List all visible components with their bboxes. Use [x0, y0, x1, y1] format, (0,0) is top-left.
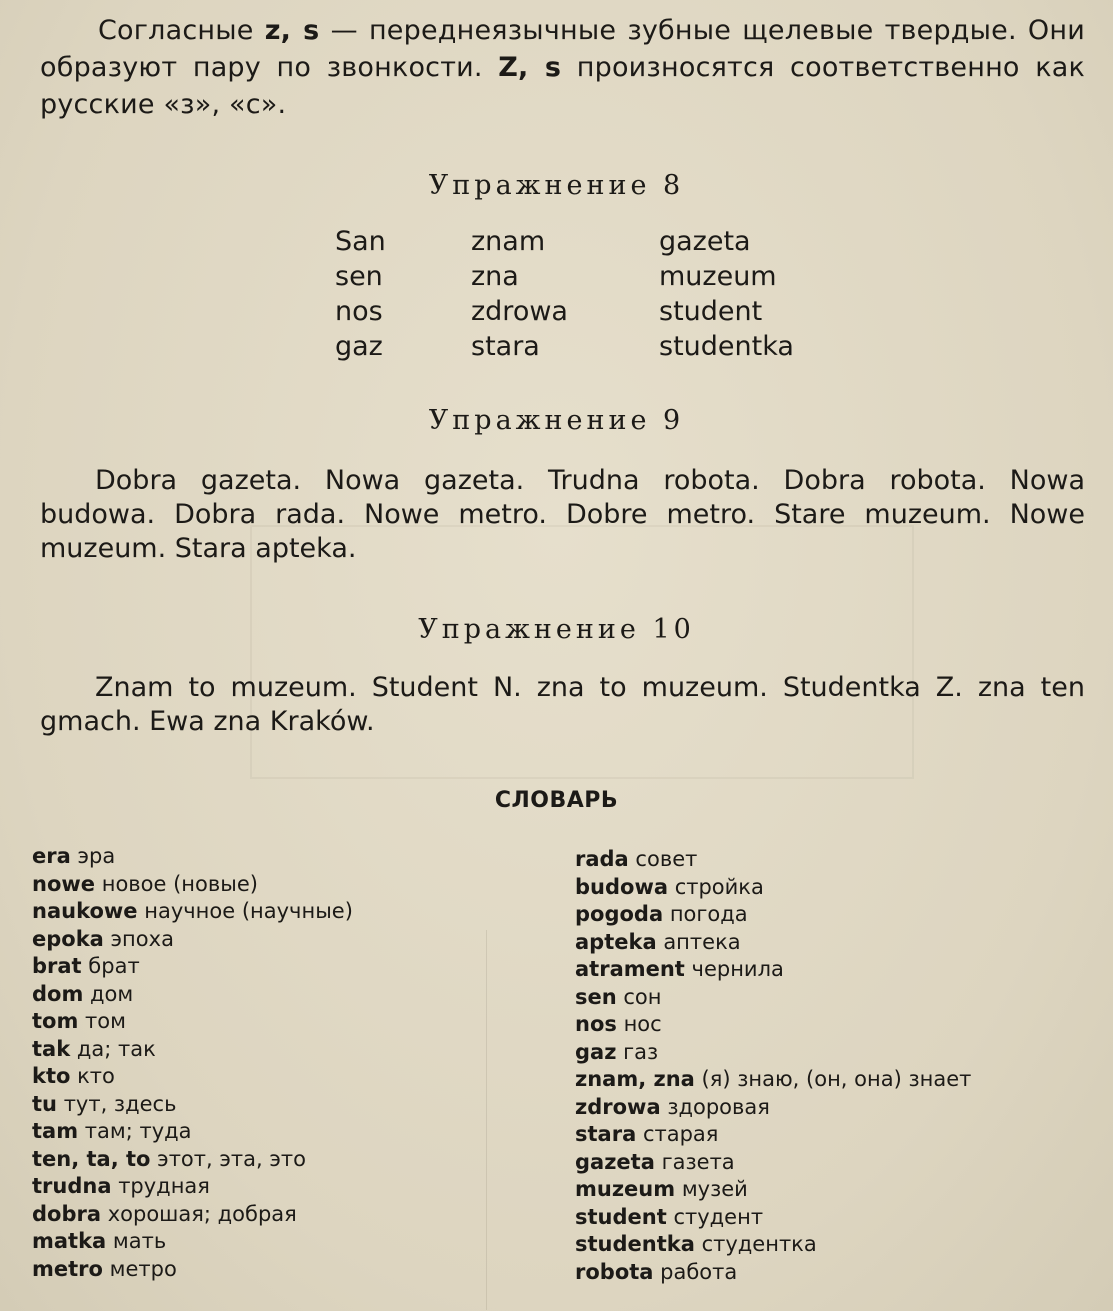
dictionary-word: gazeta	[575, 1149, 655, 1174]
dictionary-entry	[32, 981, 472, 1009]
dictionary-word: era	[32, 844, 71, 868]
dictionary-entry	[32, 1063, 472, 1091]
dictionary-entry	[575, 1259, 1085, 1287]
dictionary-word: trudna	[32, 1174, 112, 1198]
dictionary-translation: газ	[623, 1039, 659, 1064]
dictionary-translation: музей	[681, 1177, 748, 1201]
exercise-8-row	[335, 329, 839, 364]
dictionary-word: tak	[32, 1036, 71, 1061]
dictionary-word: muzeum	[575, 1177, 676, 1201]
dictionary-translation: мать	[112, 1229, 167, 1253]
dictionary-entry	[575, 1039, 1085, 1067]
dictionary-entry	[575, 1204, 1085, 1232]
dictionary-entry	[32, 1146, 472, 1174]
exercise-10-text: Znam to muzeum. Student N. zna to muzeum. Studentka Z. zna ten gmach. Ewa zna Kraków.	[40, 672, 1085, 737]
ex8-cell: studentka	[659, 331, 794, 362]
dictionary-word: pogoda	[575, 902, 664, 926]
dictionary-entry	[32, 1091, 472, 1119]
intro-paragraph	[40, 12, 1085, 123]
exercise-8-table	[335, 224, 839, 364]
dictionary-translation: этот, эта, это	[157, 1146, 306, 1171]
dictionary-translation: дом	[90, 981, 134, 1006]
dictionary-entry	[32, 1228, 472, 1256]
dictionary-word: brat	[32, 954, 82, 978]
ex8-cell: zna	[471, 261, 519, 292]
dictionary-translation: нос	[623, 1012, 662, 1036]
dictionary-entry	[575, 901, 1085, 929]
dictionary-translation: метро	[109, 1256, 177, 1281]
dictionary-word: studentka	[575, 1232, 695, 1256]
dictionary-translation: погода	[669, 902, 748, 926]
dictionary-translation: научное (научные)	[144, 899, 353, 923]
dictionary-translation: эпоха	[110, 926, 174, 951]
dictionary-word: zdrowa	[575, 1094, 661, 1119]
intro-tail: произносятся соответственно как русские «з», «с».	[40, 52, 1085, 120]
dictionary-translation: трудная	[118, 1174, 210, 1198]
dictionary-translation: эра	[77, 844, 116, 868]
dictionary-translation: новое (новые)	[101, 871, 258, 896]
ex8-cell: sen	[335, 261, 383, 292]
exercise-10-paragraph	[40, 671, 1085, 739]
dictionary-entry	[575, 1011, 1085, 1039]
dictionary-translation: хорошая; добрая	[107, 1201, 297, 1226]
intro-mid: — переднеязычные зубные щелевые твердые. Они образуют пару по звонкости.	[40, 15, 1085, 83]
dictionary-entry	[32, 871, 472, 899]
dictionary-word: nowe	[32, 871, 96, 896]
dictionary-right-column	[575, 846, 1085, 1286]
exercise-9-text: Dobra gazeta. Nowa gazeta. Trudna robota. Dobra robota. Nowa budowa. Dobra rada. Nowe metro. Dobre metro. Stare muzeum. Nowe muzeum. Stara apteka.	[40, 465, 1085, 564]
fold-line	[486, 930, 487, 1310]
dictionary-translation: студент	[673, 1204, 764, 1229]
dictionary-word: student	[575, 1204, 667, 1229]
dictionary-word: atrament	[575, 957, 685, 981]
dictionary-translation: здоровая	[667, 1094, 770, 1119]
dictionary-word: sen	[575, 984, 617, 1009]
dictionary-entry	[32, 1201, 472, 1229]
dictionary-word: kto	[32, 1064, 71, 1088]
dictionary-entry	[575, 1066, 1085, 1094]
dictionary-word: gaz	[575, 1039, 617, 1064]
intro-text	[40, 12, 1085, 123]
dictionary-entry	[32, 898, 472, 926]
dictionary-word: znam, zna	[575, 1067, 695, 1091]
ex8-cell: muzeum	[659, 261, 777, 292]
dictionary-word: tom	[32, 1009, 79, 1033]
dictionary-word: dom	[32, 981, 84, 1006]
dictionary-translation: тут, здесь	[63, 1091, 177, 1116]
dictionary-translation: аптека	[663, 929, 741, 954]
ex8-cell: zdrowa	[471, 296, 568, 327]
dictionary-entry	[575, 1149, 1085, 1177]
dictionary-translation: там; туда	[84, 1119, 192, 1143]
dictionary-entry	[575, 846, 1085, 874]
dictionary-word: tu	[32, 1091, 57, 1116]
dictionary-left-column	[32, 843, 472, 1283]
dictionary-translation: чернила	[691, 957, 784, 981]
dictionary-translation: газета	[661, 1149, 735, 1174]
dictionary-entry	[575, 874, 1085, 902]
ex8-cell: gazeta	[659, 226, 751, 257]
dictionary-translation: да; так	[76, 1036, 156, 1061]
dictionary-translation: работа	[660, 1259, 738, 1284]
dictionary-entry	[32, 953, 472, 981]
dictionary-translation: стройка	[674, 874, 764, 899]
dictionary-translation: брат	[88, 954, 140, 978]
exercise-8-row	[335, 259, 839, 294]
dictionary-translation: (я) знаю, (он, она) знает	[701, 1067, 972, 1091]
dictionary-word: robota	[575, 1259, 654, 1284]
dictionary-translation: том	[85, 1009, 126, 1033]
exercise-9-paragraph	[40, 464, 1085, 566]
dictionary-entry	[575, 1176, 1085, 1204]
dictionary-title: СЛОВАРЬ	[494, 788, 619, 813]
dictionary-word: budowa	[575, 874, 669, 899]
ex8-cell: San	[335, 226, 386, 257]
dictionary-translation: совет	[635, 847, 698, 871]
intro-letters-1: z, s	[264, 15, 320, 46]
intro-letters-2: Z, s	[498, 52, 562, 83]
dictionary-entry	[32, 1173, 472, 1201]
dictionary-entry	[575, 1094, 1085, 1122]
dictionary-entry	[32, 1118, 472, 1146]
ex8-cell: stara	[471, 331, 540, 362]
dictionary-translation: студентка	[701, 1232, 817, 1256]
dictionary-word: metro	[32, 1256, 103, 1281]
dictionary-entry	[32, 843, 472, 871]
dictionary-word: dobra	[32, 1201, 102, 1226]
dictionary-entry	[32, 1256, 472, 1284]
ex8-cell: gaz	[335, 331, 383, 362]
dictionary-translation: сон	[623, 984, 662, 1009]
exercise-8-row	[335, 294, 839, 329]
dictionary-word: epoka	[32, 926, 104, 951]
ex8-cell: student	[659, 296, 763, 327]
ex8-cell: nos	[335, 296, 383, 327]
dictionary-word: nos	[575, 1012, 617, 1036]
exercise-8-title: Упражнение 8	[428, 170, 685, 201]
exercise-9-title: Упражнение 9	[428, 405, 685, 436]
dictionary-entry	[32, 926, 472, 954]
dictionary-word: apteka	[575, 929, 657, 954]
dictionary-entry	[575, 956, 1085, 984]
dictionary-word: tam	[32, 1119, 79, 1143]
dictionary-translation: старая	[642, 1122, 719, 1146]
dictionary-entry	[575, 1231, 1085, 1259]
intro-lead: Согласные	[98, 15, 265, 46]
dictionary-translation: кто	[77, 1064, 115, 1088]
dictionary-entry	[575, 984, 1085, 1012]
dictionary-word: naukowe	[32, 899, 138, 923]
exercise-8-row	[335, 224, 839, 259]
dictionary-word: stara	[575, 1122, 637, 1146]
dictionary-word: matka	[32, 1229, 107, 1253]
dictionary-entry	[32, 1008, 472, 1036]
dictionary-entry	[575, 1121, 1085, 1149]
dictionary-entry	[575, 929, 1085, 957]
dictionary-word: rada	[575, 847, 629, 871]
dictionary-word: ten, ta, to	[32, 1146, 151, 1171]
exercise-10-title: Упражнение 10	[418, 614, 695, 645]
dictionary-entry	[32, 1036, 472, 1064]
ex8-cell: znam	[471, 226, 546, 257]
